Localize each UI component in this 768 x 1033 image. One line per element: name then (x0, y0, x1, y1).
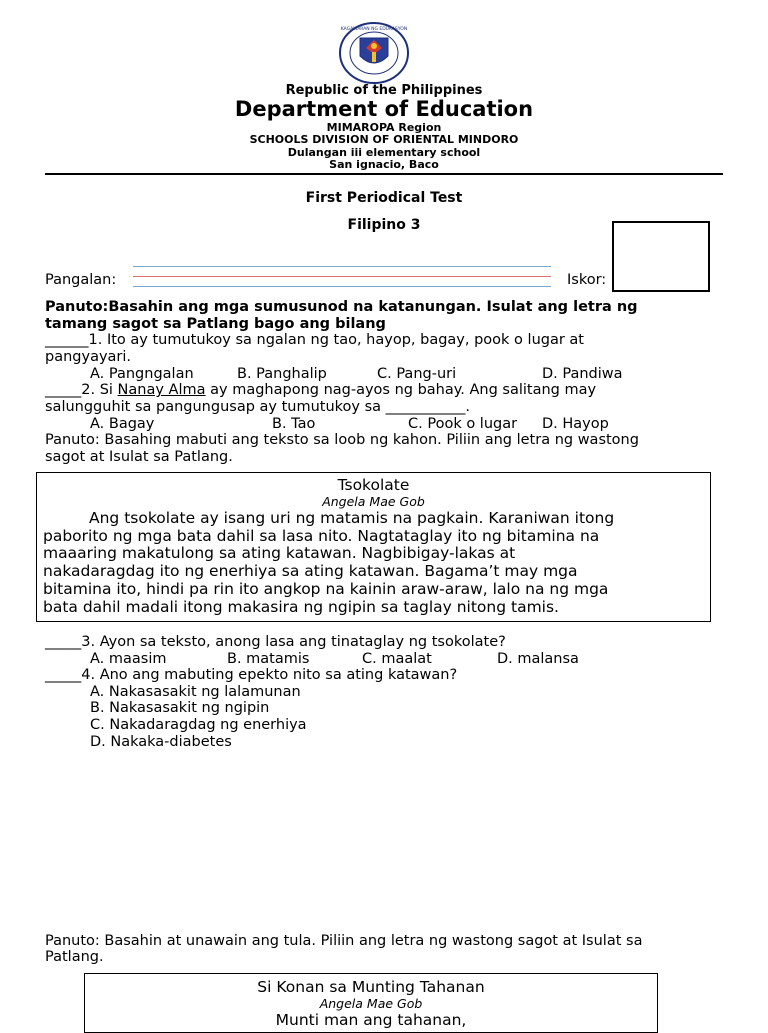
instruction-1b: tamang sagot sa Patlang bago ang bilang (45, 316, 386, 332)
test-title: First Periodical Test (305, 190, 463, 206)
poem-author: Angela Mae Gob (319, 996, 423, 1011)
score-label: Iskor: (567, 272, 607, 288)
instruction-3a: Panuto: Basahin at unawain ang tula. Piliin ang letra ng wastong sagot at Isulat sa (45, 933, 643, 949)
division-line: SCHOOLS DIVISION OF ORIENTAL MINDORO (249, 133, 519, 146)
svg-text:KAGAWARAN NG EDUKASYON: KAGAWARAN NG EDUKASYON (340, 27, 408, 32)
poem-line: Munti man ang tahanan, (275, 1011, 467, 1029)
question-1-cont: pangyayari. (45, 349, 132, 365)
instruction-3b: Patlang. (45, 949, 104, 965)
republic-line: Republic of the Philippines (285, 83, 483, 98)
q2-choice-b: B. Tao (272, 416, 316, 432)
story-line: Ang tsokolate ay isang uri ng matamis na pagkain. Karaniwan itong (89, 509, 615, 527)
question-2: _____2. Si Nanay Alma ay maghapong nag-ayos ng bahay. Ang salitang may (45, 382, 597, 398)
department-title: Department of Education (234, 97, 534, 121)
q2-choice-d: D. Hayop (542, 416, 609, 432)
q3-choice-b: B. matamis (227, 651, 310, 667)
school-line: Dulangan iii elementary school (287, 146, 481, 159)
name-line-mid[interactable] (133, 276, 551, 277)
region-line: MIMAROPA Region (326, 121, 442, 134)
story-line: nakadaragdag ito ng enerhiya sa ating katawan. Bagama’t may mga (43, 562, 578, 580)
instruction-2a: Panuto: Basahing mabuti ang teksto sa loob ng kahon. Piliin ang letra ng wastong (45, 432, 639, 448)
q1-choice-b: B. Panghalip (237, 366, 327, 382)
poem-title: Si Konan sa Munting Tahanan (257, 978, 485, 996)
name-line-bottom (133, 286, 551, 287)
story-title: Tsokolate (337, 476, 410, 494)
story-author: Angela Mae Gob (322, 494, 425, 509)
underlined-subject: Nanay Alma (117, 382, 206, 398)
q3-choice-c: C. maalat (362, 651, 432, 667)
q3-choice-d: D. malansa (497, 651, 579, 667)
story-line: paborito ng mga bata dahil sa lasa nito. Nagtataglay ito ng bitamina na (43, 527, 600, 545)
instruction-2b: sagot at Isulat sa Patlang. (45, 449, 233, 465)
deped-seal (338, 22, 410, 84)
story-line: maaaring makatulong sa ating katawan. Nagbibigay-lakas at (43, 544, 516, 562)
name-line-top (133, 266, 551, 267)
q1-choice-d: D. Pandiwa (542, 366, 623, 382)
q4-choice-d: D. Nakaka-diabetes (90, 734, 232, 750)
q4-choice-a: A. Nakasasakit ng lalamunan (90, 684, 301, 700)
q4-choice-b: B. Nakasasakit ng ngipin (90, 700, 270, 716)
question-1: ______1. Ito ay tumutukoy sa ngalan ng tao, hayop, bagay, pook o lugar at (45, 332, 584, 348)
q4-choice-c: C. Nakadaragdag ng enerhiya (90, 717, 307, 733)
q1-choice-a: A. Pangngalan (90, 366, 194, 382)
question-3: _____3. Ayon sa teksto, anong lasa ang tinataglay ng tsokolate? (45, 634, 506, 650)
story-box (36, 472, 711, 622)
question-2-cont: salungguhit sa pangungusap ay tumutukoy sa ___________. (45, 399, 471, 415)
instruction-1a: Panuto:Basahin ang mga sumusunod na katanungan. Isulat ang letra ng (45, 299, 638, 315)
subject-title: Filipino 3 (347, 217, 421, 233)
story-line: bitamina ito, hindi pa rin ito angkop na kainin araw-araw, lalo na ng mga (43, 580, 609, 598)
header-divider (45, 173, 723, 175)
poem-box (84, 973, 658, 1033)
story-line: bata dahil madali itong makasira ng ngipin sa taglay nitong tamis. (43, 598, 559, 616)
q2-choice-c: C. Pook o lugar (408, 416, 518, 432)
q3-choice-a: A. maasim (90, 651, 167, 667)
name-label: Pangalan: (45, 272, 117, 288)
q1-choice-c: C. Pang-uri (377, 366, 457, 382)
address-line: San ignacio, Baco (329, 158, 439, 171)
score-box[interactable] (612, 221, 710, 292)
q2-choice-a: A. Bagay (90, 416, 155, 432)
question-4: _____4. Ano ang mabuting epekto nito sa ating katawan? (45, 667, 458, 683)
